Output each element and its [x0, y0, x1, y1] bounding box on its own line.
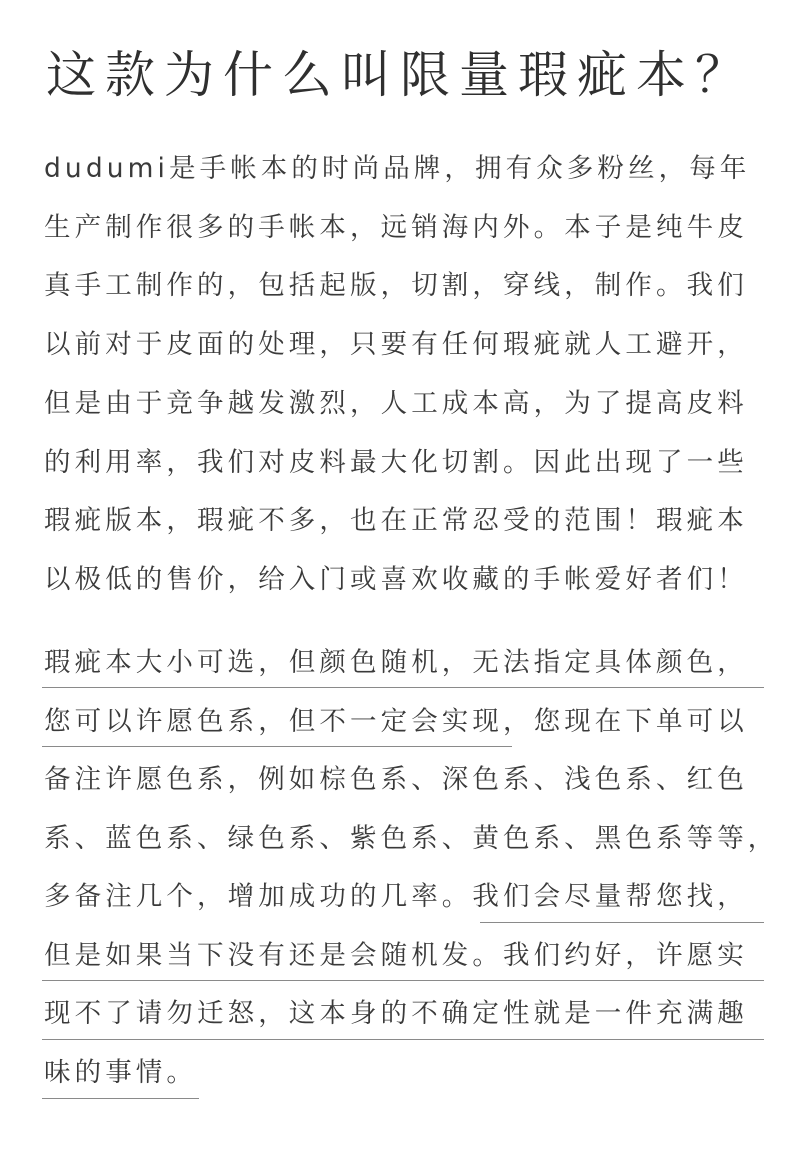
- underline-rule: [42, 1039, 764, 1040]
- text-line: 瑕疵本大小可选，但颜色随机，无法指定具体颜色，: [44, 647, 748, 678]
- underline-rule: [480, 922, 764, 923]
- text-line: 但是由于竞争越发激烈，人工成本高，为了提高皮料: [44, 388, 748, 419]
- text-line: 您可以许愿色系，但不一定会实现，您现在下单可以: [44, 706, 748, 737]
- text-line: 但是如果当下没有还是会随机发。我们约好，许愿实: [44, 940, 748, 971]
- text-line: 以极低的售价，给入门或喜欢收藏的手帐爱好者们！: [44, 564, 748, 595]
- underline-rule: [42, 980, 764, 981]
- underline-rule: [42, 746, 512, 747]
- text-line: 多备注几个，增加成功的几率。我们会尽量帮您找，: [44, 881, 748, 912]
- underline-rule: [42, 687, 764, 688]
- page-title: 这款为什么叫限量瑕疵本？: [46, 46, 754, 104]
- text-line: 瑕疵版本，瑕疵不多，也在正常忍受的范围！瑕疵本: [44, 505, 748, 536]
- text-line: 的利用率，我们对皮料最大化切割。因此出现了一些: [44, 447, 748, 478]
- text-line: 系、蓝色系、绿色系、紫色系、黄色系、黑色系等等，: [44, 823, 779, 854]
- text-line: 味的事情。: [44, 1057, 197, 1088]
- underline-rule: [42, 1098, 199, 1099]
- text-line: 生产制作很多的手帐本，远销海内外。本子是纯牛皮: [44, 212, 748, 243]
- text-line: 以前对于皮面的处理，只要有任何瑕疵就人工避开，: [44, 329, 748, 360]
- text-line: 现不了请勿迁怒，这本身的不确定性就是一件充满趣: [44, 998, 748, 1029]
- text-line: 备注许愿色系，例如棕色系、深色系、浅色系、红色: [44, 764, 748, 795]
- text-line: dudumi是手帐本的时尚品牌，拥有众多粉丝，每年: [44, 153, 751, 184]
- text-line: 真手工制作的，包括起版，切割，穿线，制作。我们: [44, 270, 748, 301]
